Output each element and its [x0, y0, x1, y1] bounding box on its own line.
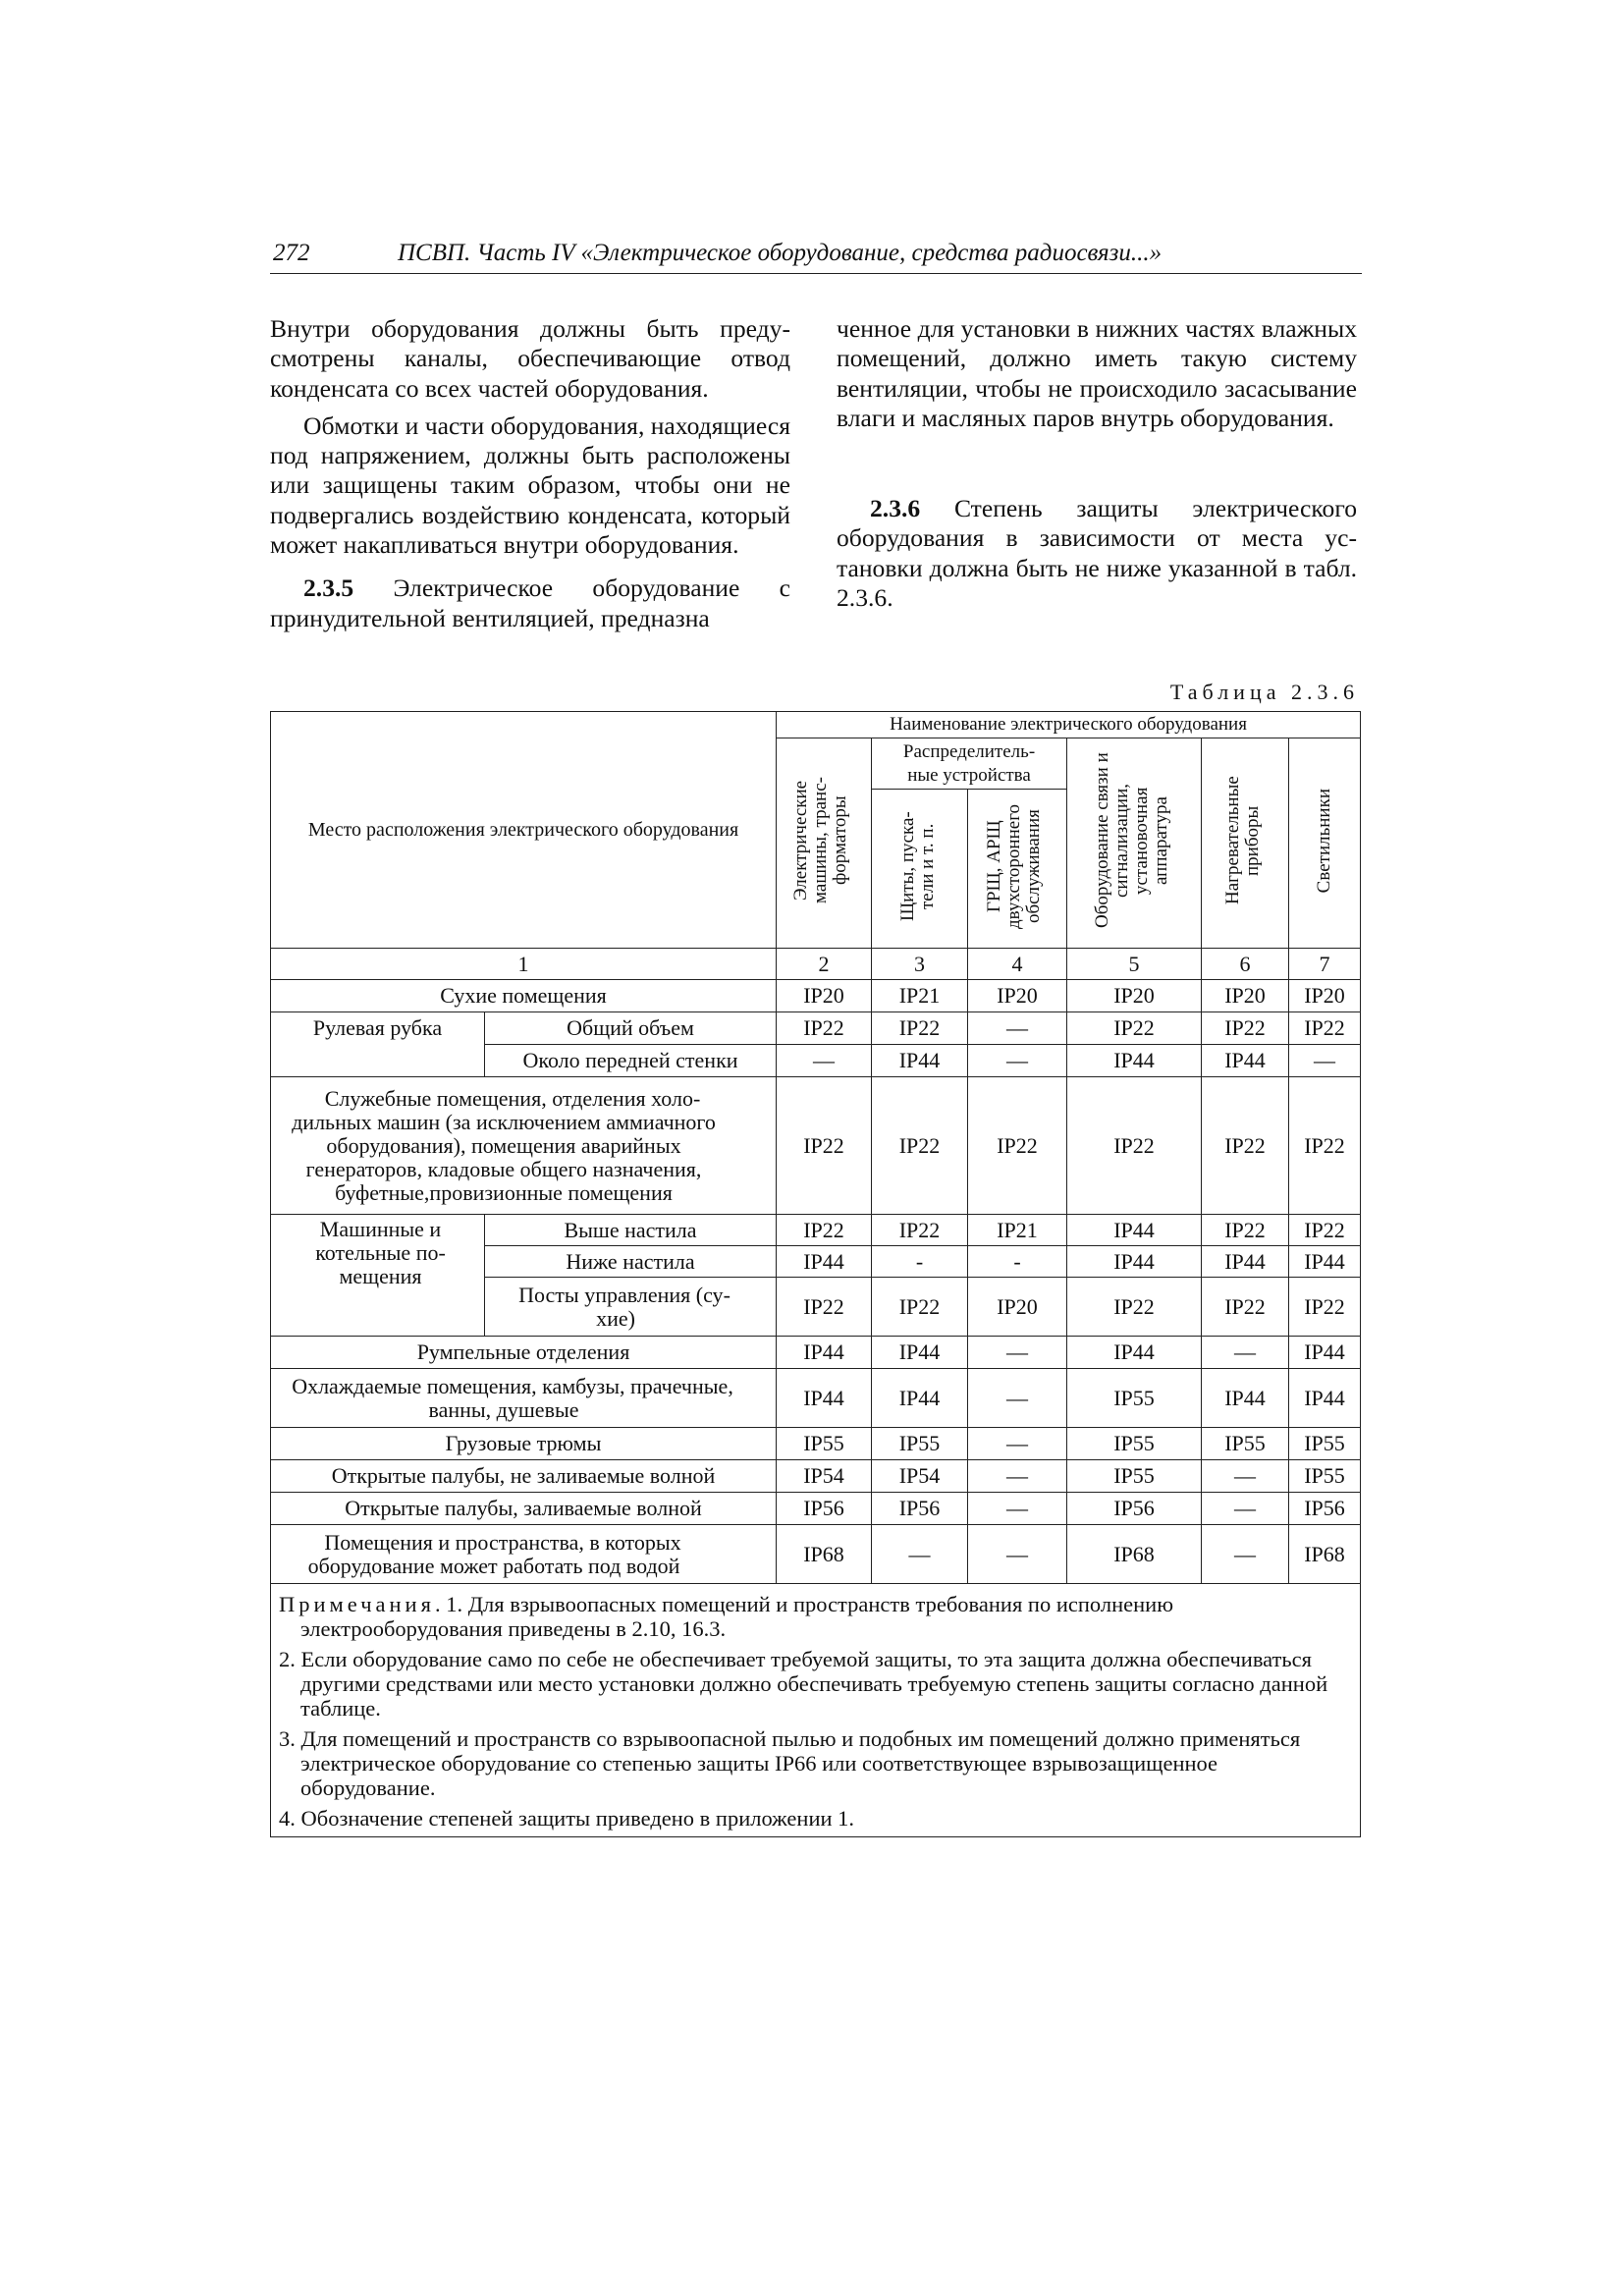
table-cell: IP22	[777, 1012, 872, 1045]
row-label: Открытые палубы, заливаемые волной	[271, 1493, 777, 1525]
table-label: Таблица 2.3.6	[1169, 680, 1359, 704]
header-col-7: Светильники	[1289, 738, 1361, 949]
table-cell: —	[777, 1045, 872, 1077]
col-number: 6	[1202, 949, 1289, 980]
table-cell: IP22	[1289, 1077, 1361, 1215]
row-label: Охлаждаемые помещения, камбузы, прачечные, ванны, душевые	[271, 1369, 777, 1428]
table-cell: IP22	[872, 1012, 968, 1045]
table-cell: IP22	[1067, 1012, 1202, 1045]
col-number: 1	[271, 949, 777, 980]
running-header	[270, 238, 1362, 274]
col-number: 7	[1289, 949, 1361, 980]
table-cell: IP20	[1202, 980, 1289, 1012]
paragraph-2-3-6	[837, 494, 1357, 613]
table-cell: —	[872, 1525, 968, 1584]
table-cell: IP44	[1202, 1246, 1289, 1278]
table-cell: —	[968, 1493, 1067, 1525]
table-cell: IP44	[777, 1246, 872, 1278]
table-cell: —	[968, 1428, 1067, 1460]
header-col-2: Электрические машины, трансформаторы	[777, 738, 872, 949]
note-4: 4. Обозначение степеней защиты приведено в приложении 1.	[279, 1806, 855, 1831]
table-cell: —	[968, 1525, 1067, 1584]
table-cell: IP55	[1202, 1428, 1289, 1460]
header-location: Место расположения электрического оборудования	[271, 712, 777, 949]
table-cell: IP56	[872, 1493, 968, 1525]
table-cell: IP68	[1289, 1525, 1361, 1584]
col-number: 5	[1067, 949, 1202, 980]
table-cell: IP22	[777, 1278, 872, 1337]
table-cell: —	[968, 1337, 1067, 1369]
table-cell: IP55	[1067, 1369, 1202, 1428]
table-row	[271, 1077, 1361, 1215]
row-label: Помещения и пространства, в которых оборудование может работать под водой	[271, 1525, 777, 1584]
table-cell: IP54	[872, 1460, 968, 1493]
running-title: ПСВП. Часть IV «Электрическое оборудование, средства радиосвязи...»	[398, 240, 1163, 266]
row-label: Около передней стенки	[485, 1045, 777, 1077]
row-label: Посты управления (сухие)	[485, 1278, 777, 1337]
column-number-row	[271, 949, 1361, 980]
table-cell: IP55	[1289, 1428, 1361, 1460]
col-number: 2	[777, 949, 872, 980]
protection-degree-table	[270, 711, 1361, 1584]
table-cell: IP22	[777, 1077, 872, 1215]
table-cell: IP22	[1289, 1012, 1361, 1045]
table-cell: IP44	[1067, 1045, 1202, 1077]
table-cell: —	[1202, 1460, 1289, 1493]
header-switchgear: Распределительные устройства	[872, 738, 1067, 790]
row-label: Румпельные отделения	[271, 1337, 777, 1369]
row-label: Ниже настила	[485, 1246, 777, 1278]
table-cell: -	[872, 1246, 968, 1278]
clause-number: 2.3.5	[303, 574, 354, 603]
table-cell: IP20	[968, 1278, 1067, 1337]
row-label: Сухие помещения	[271, 980, 777, 1012]
clause-text: Степень защиты электрического оборудования в зависимости от места установки должна быть не ниже указанной в табл. 2.3.6.	[837, 494, 1357, 613]
table-cell: IP44	[1067, 1337, 1202, 1369]
table-cell: IP55	[1067, 1428, 1202, 1460]
table-cell: IP22	[1202, 1278, 1289, 1337]
col-number: 3	[872, 949, 968, 980]
table-cell: —	[1202, 1493, 1289, 1525]
table-cell: —	[1289, 1045, 1361, 1077]
table-cell: IP68	[777, 1525, 872, 1584]
table-cell: IP44	[872, 1337, 968, 1369]
table-cell: IP22	[1067, 1077, 1202, 1215]
row-label: Грузовые трюмы	[271, 1428, 777, 1460]
table-row	[271, 1215, 1361, 1246]
table-notes	[270, 1584, 1361, 1837]
table-cell: IP44	[1067, 1215, 1202, 1246]
table-cell: —	[968, 1460, 1067, 1493]
table-cell: IP56	[1067, 1493, 1202, 1525]
row-group-label: Рулевая рубка	[271, 1012, 485, 1077]
header-equipment-name: Наименование электрического оборудования	[777, 712, 1361, 738]
table-cell: IP56	[1289, 1493, 1361, 1525]
table-cell: —	[1202, 1525, 1289, 1584]
note-1	[279, 1592, 1352, 1641]
table-cell: IP20	[968, 980, 1067, 1012]
table-row	[271, 1428, 1361, 1460]
table-cell: IP22	[1202, 1215, 1289, 1246]
table-cell: IP55	[1289, 1460, 1361, 1493]
table-cell: IP55	[1067, 1460, 1202, 1493]
table-cell: IP44	[1067, 1246, 1202, 1278]
row-label: Открытые палубы, не заливаемые волной	[271, 1460, 777, 1493]
table-cell: -	[968, 1246, 1067, 1278]
paragraph-condensate: Внутри оборудования должны быть предусмотрены каналы, обеспечивающие отвод конденсата со всех частей оборудования.	[270, 314, 790, 403]
table-cell: IP22	[1202, 1077, 1289, 1215]
table-cell: IP22	[1067, 1278, 1202, 1337]
table-cell: IP68	[1067, 1525, 1202, 1584]
paragraph-2-3-5	[270, 574, 790, 633]
table-cell: —	[968, 1369, 1067, 1428]
header-col-5: Оборудование связи и сигнализации, установочная аппаратура	[1067, 738, 1202, 949]
header-col-3: Щиты, пускатели и т. п.	[872, 790, 968, 949]
table-cell: IP20	[777, 980, 872, 1012]
row-label: Общий объем	[485, 1012, 777, 1045]
clause-number: 2.3.6	[870, 494, 921, 523]
col-number: 4	[968, 949, 1067, 980]
header-col-6: Нагревательные приборы	[1202, 738, 1289, 949]
table-cell: IP22	[872, 1278, 968, 1337]
table-row	[271, 980, 1361, 1012]
notes-title: Примечания	[279, 1592, 435, 1616]
table-cell: IP44	[1202, 1045, 1289, 1077]
table-row	[271, 1460, 1361, 1493]
table-cell: IP44	[1289, 1337, 1361, 1369]
table-cell: IP22	[1289, 1278, 1361, 1337]
paragraph-ventilation: ченное для установки в нижних частях влажных помещений, должно иметь такую систему вентиляции, чтобы не происходило засасывание влаги и масляных паров внутрь оборудования.	[837, 314, 1357, 432]
clause-text: Электрическое оборудование с принудительной вентиляцией, предназна	[270, 574, 790, 632]
table-cell: IP21	[968, 1215, 1067, 1246]
note-text: . 1. Для взрывоопасных помещений и пространств требования по исполнению электрооборудования приведены в 2.10, 16.3.	[300, 1592, 1174, 1641]
table-cell: IP22	[777, 1215, 872, 1246]
table-cell: IP55	[777, 1428, 872, 1460]
table-cell: IP22	[1289, 1215, 1361, 1246]
table-row	[271, 1337, 1361, 1369]
table-cell: IP44	[1289, 1369, 1361, 1428]
table-cell: IP20	[1289, 980, 1361, 1012]
table-cell: IP20	[1067, 980, 1202, 1012]
table-row	[271, 1525, 1361, 1584]
page-number: 272	[273, 240, 310, 266]
table-row	[271, 1012, 1361, 1045]
table-cell: IP54	[777, 1460, 872, 1493]
table-cell: IP44	[777, 1337, 872, 1369]
table-cell: —	[968, 1012, 1067, 1045]
table-row	[271, 1493, 1361, 1525]
table-cell: IP22	[872, 1215, 968, 1246]
paragraph-windings: Обмотки и части оборудования, находящиеся под напряжением, должны быть расположены или защищены таким образом, чтобы они не подвергались воздействию конденсата, который может накапливаться внутри оборудования.	[270, 410, 791, 560]
table-cell: IP55	[872, 1428, 968, 1460]
table-cell: IP44	[1202, 1369, 1289, 1428]
table-cell: IP56	[777, 1493, 872, 1525]
table-row	[271, 1369, 1361, 1428]
left-column	[270, 314, 790, 633]
table-cell: IP21	[872, 980, 968, 1012]
table-cell: IP44	[777, 1369, 872, 1428]
header-col-4: ГРЩ, АРЩ двухстороннего обслуживания	[968, 790, 1067, 949]
note-2: 2. Если оборудование само по себе не обеспечивает требуемой защиты, то эта защита должна обеспечиваться другими средствами или место установки должно обеспечивать требуемую степень защиты согласно данной таблице.	[279, 1647, 1328, 1721]
table-cell: IP44	[872, 1045, 968, 1077]
right-column	[837, 314, 1357, 613]
table-cell: —	[1202, 1337, 1289, 1369]
table-cell: IP22	[872, 1077, 968, 1215]
row-group-label: Машинные и котельные помещения	[271, 1215, 485, 1337]
row-label: Выше настила	[485, 1215, 777, 1246]
note-3: 3. Для помещений и пространств со взрывоопасной пылью и подобных им помещений должно применяться электрическое оборудование со степенью защиты IP66 или соответствующее взрывозащищенное оборудование.	[279, 1726, 1301, 1800]
table-cell: IP22	[968, 1077, 1067, 1215]
row-label: Служебные помещения, отделения холодильных машин (за исключением аммиачного оборудования), помещения аварийных генераторов, кладовые общего назначения, буфетные,провизионные помещения	[271, 1077, 777, 1215]
table-cell: IP44	[872, 1369, 968, 1428]
table-cell: IP44	[1289, 1246, 1361, 1278]
table-cell: —	[968, 1045, 1067, 1077]
table-cell: IP22	[1202, 1012, 1289, 1045]
